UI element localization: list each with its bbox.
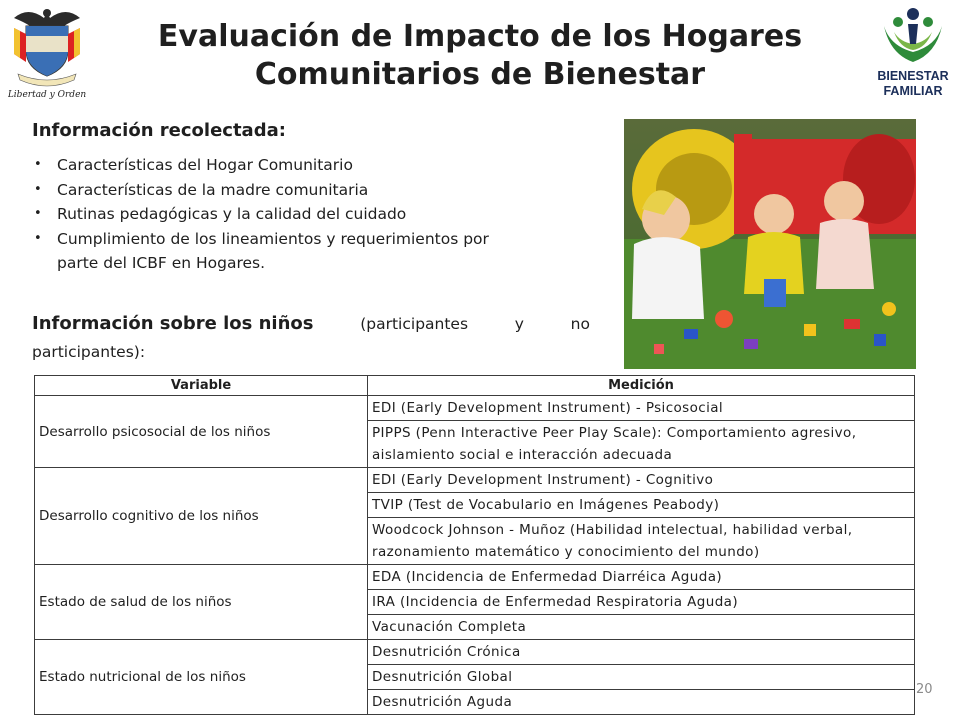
bullet-icon: • bbox=[34, 230, 42, 246]
list-item: • Características del Hogar Comunitario bbox=[32, 153, 597, 178]
measurement-cell: PIPPS (Penn Interactive Peer Play Scale): Comportamiento agresivo, aislamiento social e interacción adecuada bbox=[368, 421, 915, 468]
measurement-cell: Desnutrición Crónica bbox=[368, 640, 915, 665]
column-header-medicion: Medición bbox=[368, 376, 915, 396]
page-number: 20 bbox=[916, 682, 933, 697]
variable-cell: Estado nutricional de los niños bbox=[35, 640, 368, 715]
table-row bbox=[35, 565, 915, 590]
bullet-icon: • bbox=[34, 157, 42, 172]
list-item-continuation: parte del ICBF en Hogares. bbox=[57, 254, 266, 272]
measurement-cell: Woodcock Johnson - Muñoz (Habilidad intelectual, habilidad verbal, razonamiento matemático y conocimiento del mundo) bbox=[368, 518, 915, 565]
children-info-heading: Información sobre los niños (participantes y no participantes): bbox=[32, 310, 590, 366]
title-line-2: Comunitarios de Bienestar bbox=[254, 57, 706, 92]
variable-cell: Desarrollo cognitivo de los niños bbox=[35, 468, 368, 565]
list-item: • Rutinas pedagógicas y la calidad del cuidado bbox=[32, 202, 597, 227]
table-row bbox=[35, 640, 915, 665]
children-playing-photo bbox=[624, 119, 916, 369]
measurement-cell: Vacunación Completa bbox=[368, 615, 915, 640]
info-collected-list bbox=[32, 153, 597, 276]
table-header-row bbox=[35, 376, 915, 396]
measurement-cell: TVIP (Test de Vocabulario en Imágenes Peabody) bbox=[368, 493, 915, 518]
variable-cell: Desarrollo psicosocial de los niños bbox=[35, 396, 368, 468]
measurement-cell: IRA (Incidencia de Enfermedad Respiratoria Aguda) bbox=[368, 590, 915, 615]
table-row bbox=[35, 396, 915, 421]
info-collected-heading: Información recolectada: bbox=[32, 120, 286, 141]
measurement-cell: Desnutrición Global bbox=[368, 665, 915, 690]
bullet-icon: • bbox=[34, 206, 42, 221]
left-logo-caption: Libertad y Orden bbox=[8, 90, 86, 100]
coat-of-arms-logo bbox=[8, 4, 86, 100]
title-line-1: Evaluación de Impacto de los Hogares bbox=[157, 19, 803, 54]
list-item: • Cumplimiento de los lineamientos y requerimientos por bbox=[32, 227, 597, 252]
measurement-cell: EDI (Early Development Instrument) - Psicosocial bbox=[368, 396, 915, 421]
measurement-cell: EDI (Early Development Instrument) - Cognitivo bbox=[368, 468, 915, 493]
right-logo-line-1: BIENESTAR bbox=[877, 69, 949, 83]
page-title bbox=[110, 18, 850, 94]
measurement-table bbox=[34, 375, 915, 715]
measurement-cell: Desnutrición Aguda bbox=[368, 690, 915, 715]
measurement-cell: EDA (Incidencia de Enfermedad Diarréica Aguda) bbox=[368, 565, 915, 590]
bullet-icon: • bbox=[34, 181, 42, 197]
bienestar-familiar-logo bbox=[870, 4, 956, 104]
right-logo-line-2: FAMILIAR bbox=[883, 84, 943, 98]
list-item: • Características de la madre comunitaria bbox=[32, 178, 597, 203]
children-info-title: Información sobre los niños bbox=[32, 313, 314, 334]
column-header-variable: Variable bbox=[35, 376, 368, 396]
table-row bbox=[35, 468, 915, 493]
variable-cell: Estado de salud de los niños bbox=[35, 565, 368, 640]
